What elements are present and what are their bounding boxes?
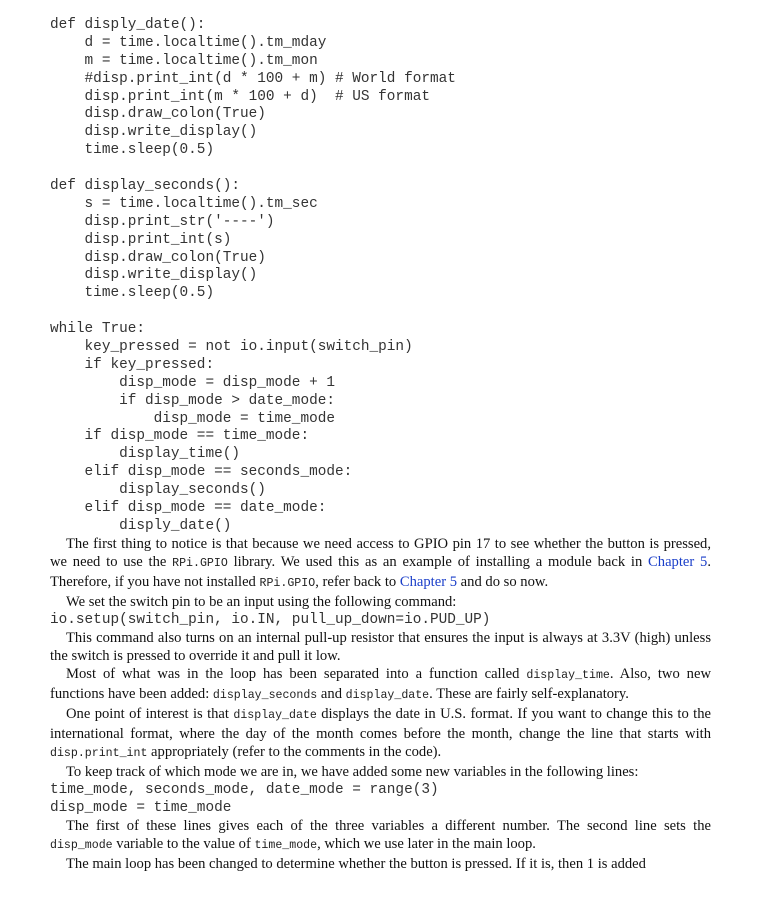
inline-code: disp_mode [50, 839, 113, 852]
inline-code: time_mode [254, 839, 318, 852]
code-line: key_pressed = not io.input(switch_pin) [50, 339, 413, 356]
code-line: time.sleep(0.5) [50, 285, 215, 302]
inline-code: RPi.GPIO [259, 577, 316, 590]
code-line: if disp_mode == time_mode: [50, 428, 310, 445]
paragraph-date-format: One point of interest is that display_date displays the date in U.S. format. If you want to change this to the international format, where the day of the month comes before the month, change the line that starts with disp.print_int appropriately (refer to the comments in the code). [50, 706, 711, 760]
code-disp-mode-line: disp_mode = time_mode [50, 800, 232, 816]
inline-code: RPi.GPIO [172, 557, 228, 570]
code-line: time.sleep(0.5) [50, 142, 215, 159]
inline-code: display_date [345, 689, 430, 702]
paragraph-pullup: This command also turns on an internal pull-up resistor that ensures the input is always at 3.3V (high) unless the switch is pressed to override it and pull it low. [50, 630, 711, 664]
code-line: disp_mode = time_mode [50, 410, 335, 427]
paragraph-functions: Most of what was in the loop has been separated into a function called display_time. Also, two new functions have been added: display_seconds and display_date. These are fairly self-explanatory. [50, 666, 712, 702]
code-line: if key_pressed: [50, 356, 215, 373]
code-line: while True: [50, 321, 145, 338]
code-line: s = time.localtime().tm_sec [50, 195, 318, 212]
code-line: disply_date() [50, 517, 232, 534]
code-line: disp_mode = disp_mode + 1 [50, 374, 335, 391]
code-line: d = time.localtime().tm_mday [50, 34, 327, 51]
code-line: #disp.print_int(d * 100 + m) # World format [50, 70, 456, 87]
code-line: disp.write_display() [50, 267, 258, 284]
code-line: disp.write_display() [50, 124, 258, 141]
paragraph-main-loop: The main loop has been changed to determine whether the button is pressed. If it is, then 1 is added [66, 856, 646, 872]
code-line: disp.print_int(m * 100 + d) # US format [50, 88, 430, 105]
code-setup-command: io.setup(switch_pin, io.IN, pull_up_down=io.PUD_UP) [50, 612, 491, 628]
code-line: if disp_mode > date_mode: [50, 392, 335, 409]
code-line: display_time() [50, 446, 240, 463]
code-line: def display_seconds(): [50, 178, 240, 195]
chapter-5-link[interactable]: Chapter 5 [399, 574, 458, 590]
paragraph-mode-vars: To keep track of which mode we are in, we have added some new variables in the following lines: [66, 764, 639, 780]
paragraph-gpio-intro: The first thing to notice is that because we need access to GPIO pin 17 to see whether the button is pressed, we need to use the RPi.GPIO library. We used this as an example of installing a module back in Chapter 5. Therefore, if you have not installed RPi.GPIO, refer back to Chapter 5 and do so now. [50, 536, 711, 590]
code-line: elif disp_mode == seconds_mode: [50, 464, 353, 481]
inline-code: disp.print_int [50, 747, 148, 760]
code-line [50, 303, 456, 321]
code-range-line: time_mode, seconds_mode, date_mode = range(3) [50, 782, 439, 798]
code-line: elif disp_mode == date_mode: [50, 500, 327, 517]
code-line: display_seconds() [50, 482, 266, 499]
code-line: m = time.localtime().tm_mon [50, 52, 318, 69]
code-line: disp.draw_colon(True) [50, 106, 266, 123]
code-line: disp.print_int(s) [50, 231, 232, 248]
code-line [50, 160, 456, 178]
inline-code: display_time [526, 669, 610, 682]
code-line: def disply_date(): [50, 17, 206, 33]
chapter-5-link[interactable]: Chapter 5 [648, 554, 708, 570]
paragraph-variables-explained: The first of these lines gives each of the three variables a different number. The second line sets the disp_mode variable to the value of time_mode, which we use later in the main loop. [50, 818, 711, 852]
code-line: disp.draw_colon(True) [50, 249, 266, 266]
inline-code: display_seconds [212, 689, 318, 702]
code-line: disp.print_str('----') [50, 213, 275, 230]
paragraph-switch-input: We set the switch pin to be an input using the following command: [66, 594, 457, 610]
code-listing [50, 17, 456, 536]
inline-code: display_date [233, 709, 317, 722]
body-text [50, 535, 711, 873]
